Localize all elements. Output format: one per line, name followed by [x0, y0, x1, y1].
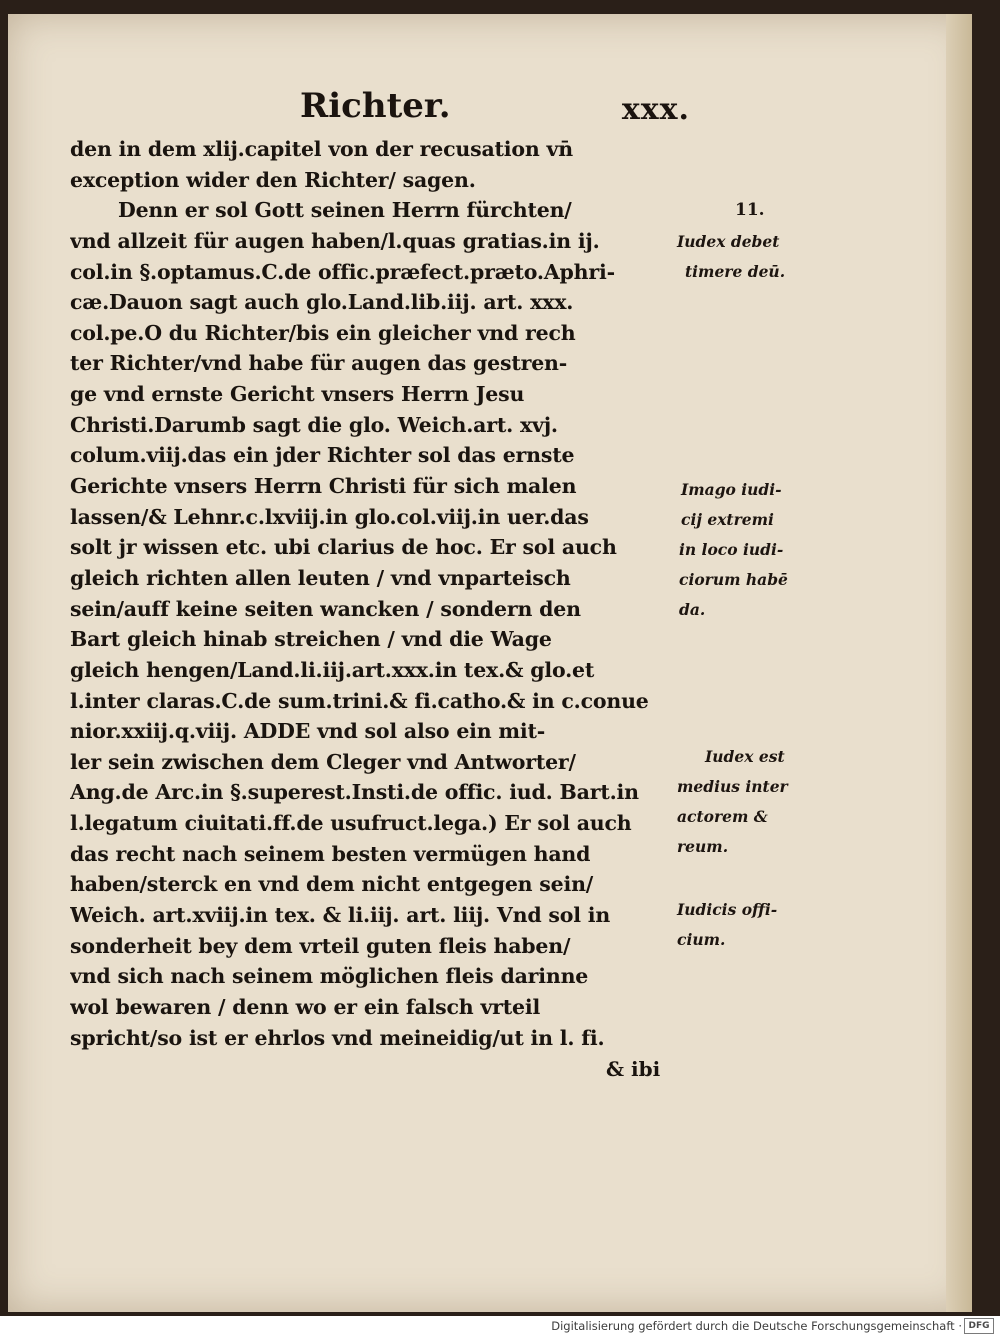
text-line: solt jr wissen etc. ubi clarius de hoc. Er sol auch	[70, 535, 617, 560]
text-line: Bart gleich hinab streichen / vnd die Wage	[70, 627, 552, 652]
text-line: Weich. art.xviij.in tex. & li.iij. art. liij. Vnd sol in	[70, 903, 611, 928]
text-line: vnd sich nach seinem möglichen fleis darinne	[70, 964, 589, 989]
text-line: Christi.Darumb sagt die glo. Weich.art. xvj.	[70, 412, 558, 437]
text-line: colum.viij.das ein jder Richter sol das ernste	[70, 443, 575, 468]
text-line: lassen/& Lehnr.c.lxviij.in glo.col.viij.in uer.das	[70, 504, 589, 529]
text-line: wol bewaren / denn wo er ein falsch vrteil	[70, 994, 541, 1019]
margin-section-number: 11.	[735, 200, 765, 220]
text-line: l.inter claras.C.de sum.trini.& fi.catho.& in c.conue	[70, 688, 649, 713]
catchword: & ibi	[606, 1057, 661, 1081]
margin-note: Imago iudi-	[681, 480, 782, 499]
text-line: spricht/so ist er ehrlos vnd meineidig/ut in l. fi.	[70, 1025, 605, 1050]
footer-credit: Digitalisierung gefördert durch die Deutsche Forschungsgemeinschaft ·	[551, 1319, 962, 1333]
text-line: sonderheit bey dem vrteil guten fleis haben/	[70, 933, 571, 958]
margin-note: da.	[679, 600, 706, 619]
margin-note: cium.	[677, 930, 726, 949]
text-line: sein/auff keine seiten wancken / sondern den	[70, 596, 581, 621]
body-text	[70, 134, 690, 1053]
folio-number: xxx.	[621, 92, 690, 127]
margin-note: Iudicis offi-	[677, 900, 778, 919]
text-line: das recht nach seinem besten vermügen hand	[70, 841, 591, 866]
text-line: cæ.Dauon sagt auch glo.Land.lib.iij. art. xxx.	[70, 290, 574, 315]
text-line: col.in §.optamus.C.de offic.præfect.præto.Aphri-	[70, 259, 615, 284]
text-line: Denn er sol Gott seinen Herrn fürchten/	[118, 198, 572, 223]
margin-note: Iudex debet	[677, 232, 780, 251]
margin-note: cij extremi	[681, 510, 774, 529]
text-line: Gerichte vnsers Herrn Christi für sich malen	[70, 474, 577, 499]
text-line: exception wider den Richter/ sagen.	[70, 167, 476, 192]
text-line: ge vnd ernste Gericht vnsers Herrn Jesu	[70, 382, 525, 407]
margin-note: reum.	[677, 837, 729, 856]
margin-note: Iudex est	[705, 747, 785, 766]
margin-note: timere deū.	[685, 262, 786, 281]
text-line: vnd allzeit für augen haben/l.quas gratias.in ij.	[70, 228, 600, 253]
text-line: gleich richten allen leuten / vnd vnparteisch	[70, 565, 571, 590]
running-head	[300, 86, 690, 130]
text-line: ler sein zwischen dem Cleger vnd Antworter/	[70, 749, 576, 774]
page-edge	[946, 14, 972, 1312]
text-line: haben/sterck en vnd dem nicht entgegen sein/	[70, 872, 594, 897]
text-line: Ang.de Arc.in §.superest.Insti.de offic. iud. Bart.in	[70, 780, 639, 805]
margin-note: ciorum habē	[679, 570, 788, 589]
text-line: l.legatum ciuitati.ff.de usufruct.lega.) Er sol auch	[70, 811, 632, 836]
text-line: gleich hengen/Land.li.iij.art.xxx.in tex.& glo.et	[70, 657, 595, 682]
text-line: ter Richter/vnd habe für augen das gestren-	[70, 351, 568, 376]
text-line: col.pe.O du Richter/bis ein gleicher vnd rech	[70, 320, 576, 345]
text-line: den in dem xlij.capitel von der recusation vn̄	[70, 137, 573, 161]
page-title: Richter.	[300, 86, 451, 126]
margin-note: actorem &	[677, 807, 768, 826]
dfg-logo: DFG	[964, 1318, 994, 1334]
text-line: nior.xxiij.q.viij. ADDE vnd sol also ein mit-	[70, 719, 546, 744]
margin-note: in loco iudi-	[679, 540, 784, 559]
margin-note: medius inter	[677, 777, 788, 796]
